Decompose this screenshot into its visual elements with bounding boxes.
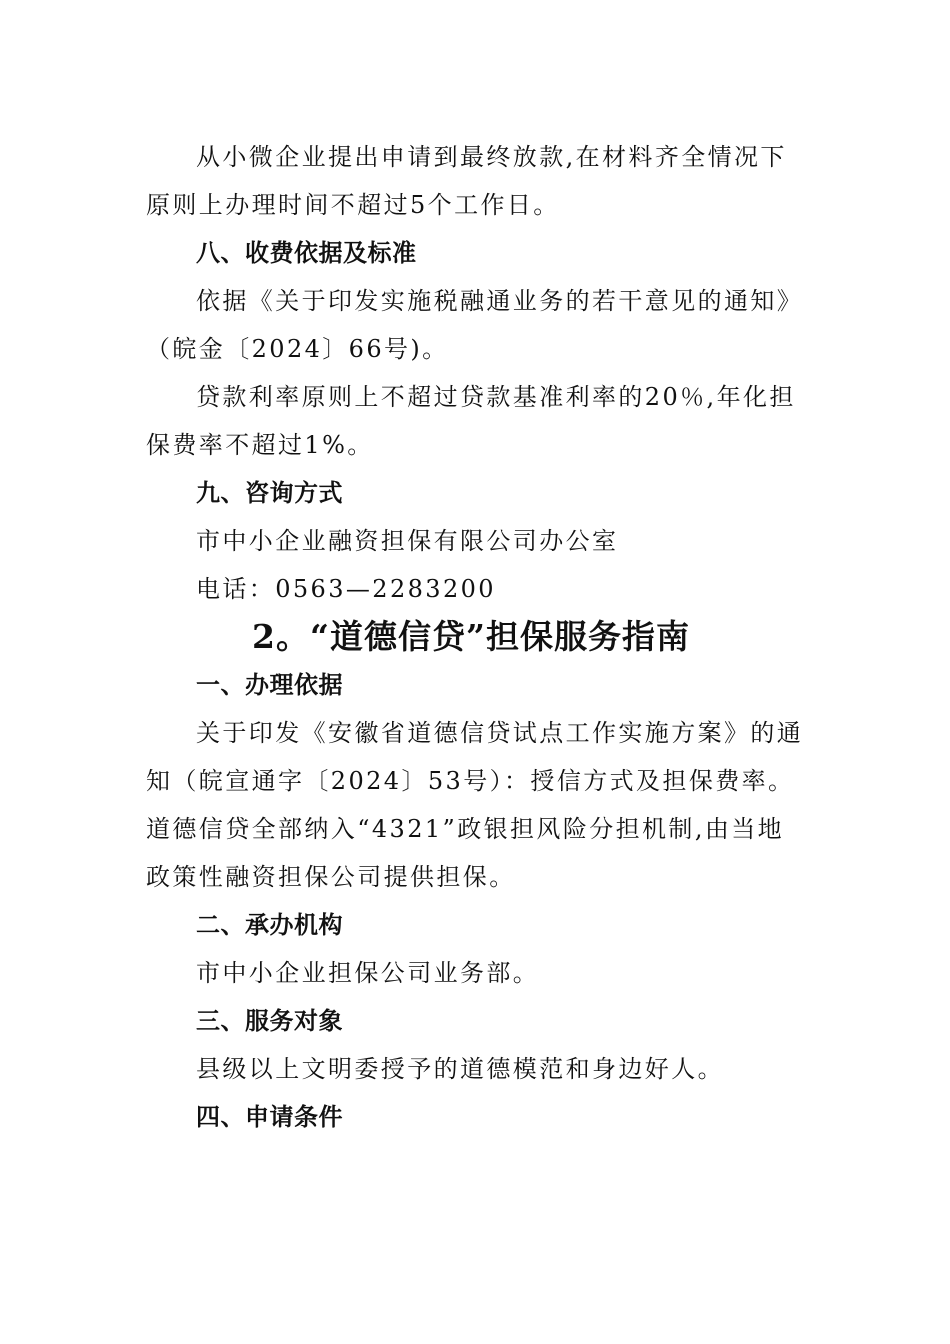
heading-contact: 九、咨询方式 bbox=[196, 479, 343, 507]
paragraph-processing-time: 从小微企业提出申请到最终放款,在材料齐全情况下原则上办理时间不超过5个工作日。 bbox=[146, 143, 787, 219]
paragraph-contact-phone: 电话：0563—2283200 bbox=[196, 575, 496, 603]
paragraph-organization: 市中小企业担保公司业务部。 bbox=[196, 959, 540, 987]
document-body bbox=[146, 133, 806, 1141]
paragraph-legal-basis: 关于印发《安徽省道德信贷试点工作实施方案》的通知（皖宣通字〔2024〕53号）：授信方式及担保费率。道德信贷全部纳入“4321”政银担风险分担机制,由当地政策性融资担保公司提供担保。 bbox=[146, 719, 804, 891]
heading-fee-basis: 八、收费依据及标准 bbox=[196, 239, 417, 267]
heading-organization: 二、承办机构 bbox=[196, 911, 343, 939]
heading-application-conditions: 四、申请条件 bbox=[196, 1103, 343, 1131]
paragraph-service-target: 县级以上文明委授予的道德模范和身边好人。 bbox=[196, 1055, 724, 1083]
heading-service-target: 三、服务对象 bbox=[196, 1007, 343, 1035]
heading-legal-basis: 一、办理依据 bbox=[196, 671, 343, 699]
paragraph-fee-basis: 依据《关于印发实施税融通业务的若干意见的通知》（皖金〔2024〕66号)。 bbox=[146, 287, 804, 363]
paragraph-interest-rate: 贷款利率原则上不超过贷款基准利率的20％,年化担保费率不超过1%。 bbox=[146, 383, 796, 459]
paragraph-contact-office: 市中小企业融资担保有限公司办公室 bbox=[196, 527, 619, 555]
section-title: 2。“道德信贷”担保服务指南 bbox=[252, 617, 690, 656]
